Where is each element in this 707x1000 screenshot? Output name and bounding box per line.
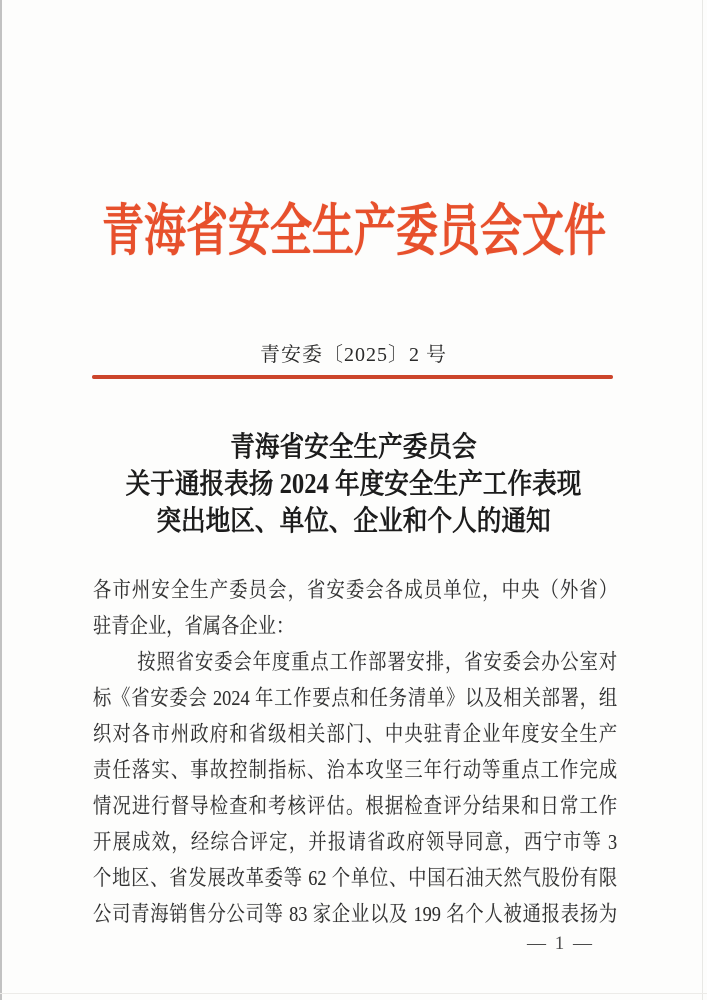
document-body-text: [93, 572, 617, 932]
red-header-banner: [0, 202, 707, 264]
issuing-org-title: 青海省安全生产委员会文件: [101, 201, 606, 263]
page-number: — 1 —: [527, 933, 594, 954]
scan-bottom-edge: [0, 993, 707, 994]
document-title-line-2: 关于通报表扬 2024 年度安全生产工作表现: [125, 469, 582, 500]
body-line: 个地区、省发展改革委等 62 个单位、中国石油天然气股份有限: [93, 866, 618, 890]
document-body: [93, 572, 617, 932]
document-title-line-3: 突出地区、单位、企业和个人的通知: [156, 506, 551, 537]
red-separator-line: [92, 375, 613, 379]
body-line: 标《省安委会 2024 年工作要点和任务清单》以及相关部署，组: [93, 686, 618, 710]
body-line-salutation-end: 驻青企业，省属各企业：: [93, 614, 295, 638]
body-line: 织对各市州政府和省级相关部门、中央驻青企业年度安全生产: [93, 722, 618, 746]
document-title-line-1: 青海省安全生产委员会: [230, 432, 477, 463]
body-line: 情况进行督导检查和考核评估。根据检查评分结果和日常工作: [93, 794, 618, 818]
body-line: 按照省安委会年度重点工作部署安排，省安委会办公室对: [137, 650, 618, 674]
body-line: 开展成效，经综合评定，并报请省政府领导同意，西宁市等 3: [93, 830, 618, 854]
body-line-salutation: 各市州安全生产委员会，省安委会各成员单位，中央（外省）: [93, 578, 618, 602]
body-line: 责任落实、事故控制指标、治本攻坚三年行动等重点工作完成: [93, 758, 618, 782]
document-reference-number: 青安委〔2025〕2 号: [260, 344, 447, 366]
document-title: [0, 429, 707, 540]
body-line: 公司青海销售分公司等 83 家企业以及 199 名个人被通报表扬为: [93, 902, 618, 926]
